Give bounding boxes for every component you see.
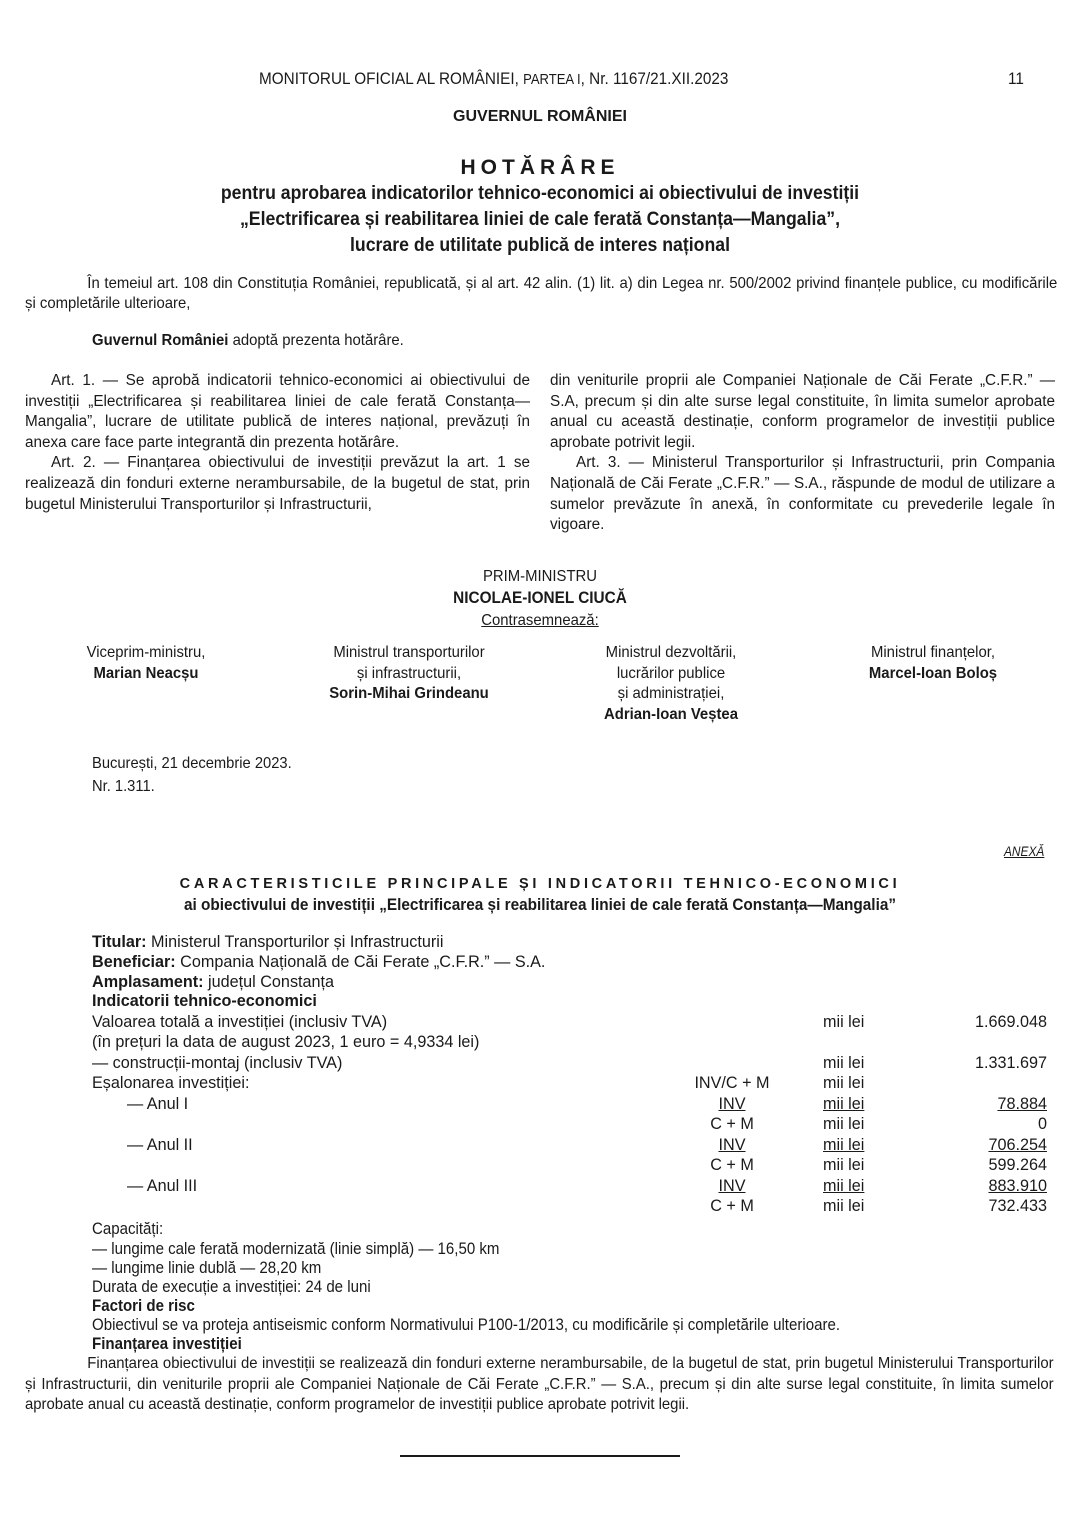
running-header <box>259 69 728 89</box>
countersign-label: Contrasemnează: <box>481 612 599 629</box>
risk-text: Obiectivul se va proteja antiseismic conform Normativului P100-1/2013, cu modificările și completările ulterioare. <box>92 1316 841 1334</box>
publication-issue: , Nr. 1167/21.XII.2023 <box>580 69 729 88</box>
countersigner-name: Sorin-Mihai Grindeanu <box>329 685 489 702</box>
adoption-subject: Guvernul României <box>92 332 229 349</box>
total-value-unit: mii lei <box>823 1013 865 1031</box>
publication-part: PARTEA I <box>523 72 581 88</box>
schedule-inv-value <box>900 1094 1047 1114</box>
place-date: București, 21 decembrie 2023. <box>92 755 292 772</box>
end-divider <box>400 1455 680 1457</box>
construction-label: — construcții-montaj (inclusiv TVA) <box>92 1054 343 1072</box>
schedule-cm-value: 0 <box>1037 1115 1047 1133</box>
schedule-year: — Anul III <box>127 1177 198 1195</box>
issue-info <box>92 752 292 798</box>
publication-name: MONITORUL OFICIAL AL ROMÂNIEI, <box>259 69 524 88</box>
schedule-inv-unit: mii lei <box>823 1136 865 1154</box>
indicators-heading: Indicatorii tehnico-economici <box>92 992 317 1010</box>
beneficiar-line <box>92 952 545 972</box>
countersigner-name: Adrian-Ioan Veștea <box>604 705 738 723</box>
titular-line <box>92 932 443 952</box>
article-3: Art. 3. — Ministerul Transporturilor și Infrastructurii, prin Compania Națională de Căi Ferate „C.F.R.” — S.A., răspunde de modul de utilizare a sumelor prevăzute în anexă, în conformitate cu prevederile legale în vigoare. <box>550 454 1055 534</box>
countersigner-role: Viceprim-ministru, <box>86 644 206 661</box>
countersigner <box>25 643 267 684</box>
inv-code: INV <box>718 1136 746 1154</box>
article-2: Art. 2. — Finanțarea obiectivului de investiții prevăzut la art. 1 se realizează din fonduri externe nerambursabile, de la bugetul de stat, prin bugetul Ministerului Transporturilor și Infrastructurii, <box>25 454 530 513</box>
beneficiar-label: Beneficiar: <box>92 953 176 971</box>
countersigner-role: Ministrul transporturilor <box>333 644 485 661</box>
countersigner-role: lucrărilor publice <box>616 664 726 682</box>
inv-value: 706.254 <box>988 1136 1047 1154</box>
construction-unit: mii lei <box>823 1054 865 1072</box>
titular-value: Ministerul Transporturilor și Infrastructurii <box>146 933 444 951</box>
schedule-inv-code <box>680 1176 784 1196</box>
annex-label: ANEXĂ <box>1004 843 1045 859</box>
countersigner-role: și administrației, <box>617 685 725 702</box>
total-value: 1.669.048 <box>974 1013 1047 1031</box>
schedule-cm-code: C + M <box>710 1115 754 1133</box>
page-number: 11 <box>1008 69 1024 88</box>
schedule-cm-code: C + M <box>710 1197 754 1215</box>
titular-label: Titular: <box>92 933 147 951</box>
subtitle-line: pentru aprobarea indicatorilor tehnico-economici ai obiectivului de investiții <box>220 183 860 204</box>
capacities-label: Capacități: <box>92 1220 164 1238</box>
issuer-heading: GUVERNUL ROMÂNIEI <box>453 108 627 125</box>
schedule-cm-value: 599.264 <box>988 1156 1047 1174</box>
prime-minister-title: PRIM-MINISTRU <box>482 568 598 585</box>
countersigner <box>550 643 792 725</box>
subtitle-line: „Electrificarea și reabilitarea liniei de cale ferată Constanța—Mangalia”, <box>239 209 841 230</box>
inv-code: INV <box>718 1177 746 1195</box>
capacity-item: — lungime linie dublă — 28,20 km <box>92 1259 322 1277</box>
subtitle-line: lucrare de utilitate publică de interes național <box>349 235 730 256</box>
duration: Durata de execuție a investiției: 24 de luni <box>92 1278 371 1296</box>
schedule-inv-value <box>900 1135 1047 1155</box>
financing-text: Finanțarea obiectivului de investiții se realizează din fonduri externe nerambursabile, de la bugetul de stat, prin bugetul Ministerului Transporturilor și Infrastructurii, din veniturile proprii ale Companiei Naționale de Căi Ferate „C.F.R.” — S.A., precum și din alte surse legal constituite, în limita sumelor aprobate anual cu această destinație, conform programelor de investiții publice aprobate potrivit legii. <box>25 1355 1054 1413</box>
articles-right-column <box>550 371 1055 536</box>
beneficiar-value: Compania Națională de Căi Ferate „C.F.R.” — S.A. <box>175 953 546 971</box>
price-note: (în prețuri la data de august 2023, 1 euro = 4,9334 lei) <box>92 1033 480 1051</box>
schedule-inv-code <box>680 1135 784 1155</box>
countersigner-role: și infrastructurii, <box>356 664 462 682</box>
schedule-code: INV/C + M <box>694 1074 770 1092</box>
prime-minister-name: NICOLAE-IONEL CIUCĂ <box>453 588 627 607</box>
preamble-paragraph: În temeiul art. 108 din Constituția României, republicată, și al art. 42 alin. (1) lit. a) din Legea nr. 500/2002 privind finanțele publice, cu modificările și completările ulterioare, <box>25 275 1058 312</box>
article-2-continuation: din veniturile proprii ale Companiei Naționale de Căi Ferate „C.F.R.” — S.A, precum și din alte surse legal constituite, în limita sumelor aprobate anual cu această destinație, conform programelor de investiții publice aprobate potrivit legii. <box>550 372 1055 451</box>
amplasament-line <box>92 972 334 992</box>
amplasament-label: Amplasament: <box>92 973 204 991</box>
countersigner <box>288 643 530 705</box>
schedule-cm-unit: mii lei <box>823 1197 865 1215</box>
countersigner <box>812 643 1054 684</box>
schedule-cm-unit: mii lei <box>823 1156 865 1174</box>
annex-subtitle: ai obiectivului de investiții „Electrificarea și reabilitarea liniei de cale ferată Constanța—Mangalia” <box>183 896 897 914</box>
schedule-inv-unit: mii lei <box>823 1095 865 1113</box>
document-subtitle <box>38 181 1042 259</box>
countersigner-name: Marcel-Ioan Boloș <box>868 664 998 682</box>
schedule-year: — Anul I <box>127 1095 189 1113</box>
adoption-statement <box>92 331 404 351</box>
amplasament-value: județul Constanța <box>203 973 335 991</box>
decision-number: Nr. 1.311. <box>92 778 155 795</box>
schedule-cm-value: 732.433 <box>988 1197 1047 1215</box>
total-value-label: Valoarea totală a investiției (inclusiv TVA) <box>92 1013 388 1031</box>
financing-heading: Finanțarea investiției <box>92 1335 242 1353</box>
inv-code: INV <box>718 1095 746 1113</box>
countersigner-role: Ministrul dezvoltării, <box>605 644 737 661</box>
schedule-inv-code <box>680 1094 784 1114</box>
schedule-cm-unit: mii lei <box>823 1115 865 1133</box>
countersigner-name: Marian Neacșu <box>93 664 199 682</box>
schedule-label: Eșalonarea investiției: <box>92 1074 250 1092</box>
articles-left-column <box>25 371 530 515</box>
inv-value: 883.910 <box>988 1177 1047 1195</box>
construction-value: 1.331.697 <box>974 1054 1047 1072</box>
adoption-text: adoptă prezenta hotărâre. <box>228 332 404 349</box>
schedule-inv-value <box>900 1176 1047 1196</box>
schedule-cm-code: C + M <box>710 1156 754 1174</box>
risk-heading: Factori de risc <box>92 1297 195 1315</box>
annex-title: CARACTERISTICILE PRINCIPALE ȘI INDICATORII TEHNICO-ECONOMICI <box>179 876 901 892</box>
inv-value: 78.884 <box>997 1095 1047 1113</box>
prime-minister-signature <box>38 567 1042 608</box>
article-1: Art. 1. — Se aprobă indicatorii tehnico-economici ai obiectivului de investiții „Electrificarea și reabilitarea liniei de cale ferată Constanța—Mangalia”, lucrare de utilitate publică de interes național, prevăzuți în anexa care face parte integrantă din prezenta hotărâre. <box>25 372 530 451</box>
schedule-year: — Anul II <box>127 1136 193 1154</box>
document-type-title: HOTĂRÂRE <box>460 156 620 179</box>
schedule-inv-unit: mii lei <box>823 1177 865 1195</box>
schedule-unit: mii lei <box>823 1074 865 1092</box>
countersigner-role: Ministrul finanțelor, <box>870 644 996 661</box>
capacity-item: — lungime cale ferată modernizată (linie simplă) — 16,50 km <box>92 1240 500 1258</box>
